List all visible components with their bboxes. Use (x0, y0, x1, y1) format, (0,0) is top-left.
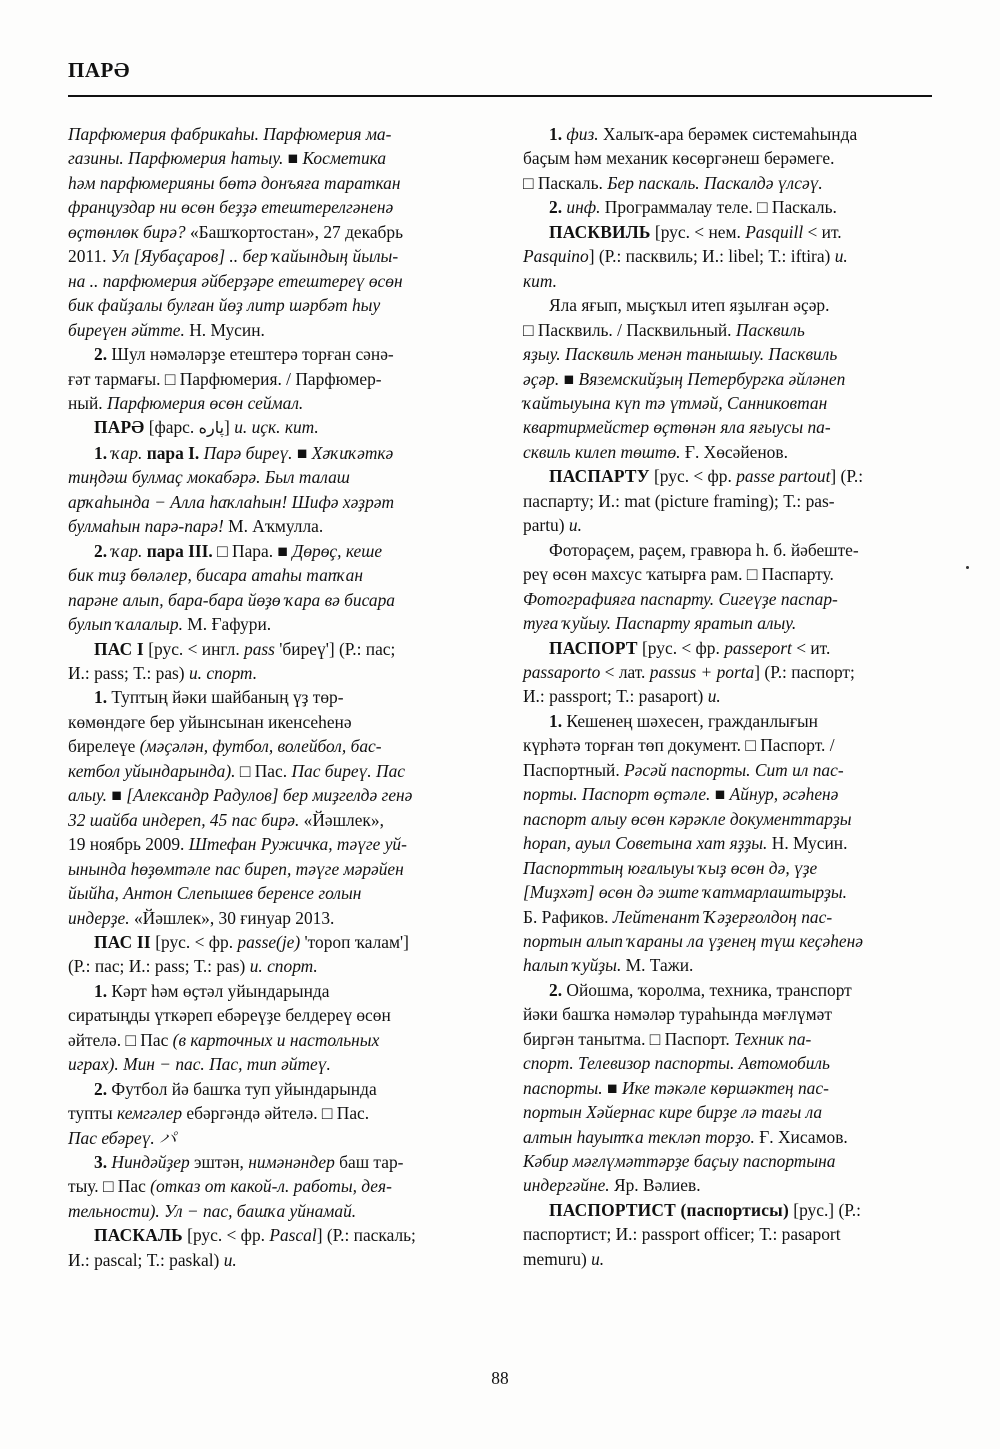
left-entry: ПАС II [рус. < фр. passe(je) 'тороп ҡалам'] (Р.: пас; И.: pass; Т.: pas) и. спорт. (68, 931, 409, 977)
left-entry: ПАС I [рус. < ингл. pass 'биреү'] (Р.: пас; И.: pass; Т.: pas) и. спорт. (68, 638, 396, 683)
right-paragraph: 2. Ойошма, ҡоролма, техника, транспорт йәки башҡа нәмәләр тураһында мәғлүмәт биргән танытма. □ Паспорт. Техник па- спорт. Телевизор паспорты. Автомобиль паспорты. ■ Ике тәкәле көршәктең пас- портын Хәйернас кире бирҙе лә тағы ла алтын һауытҡа текләп торҙо. Ғ. Хисамов. Кәбир мәғлүмәттәрҙе баҫыу паспортына индергәйне. Яр. Вәлиев. (523, 978, 932, 1198)
column-container (68, 122, 932, 1272)
left-paragraph: 1. Кәрт һәм өҫтәл уйындарында сиратыңды үткәреп ебәреүҙе белдереү өсөн әйтелә. □ Пас (в карточных и настольных играх). Мин − пас. Пас, тип әйтеү. (68, 979, 477, 1077)
right-paragraph: Яла яғып, мыҫҡыл итеп яҙылған әҫәр. □ Пасквиль. / Пасквильный. Пасквиль яҙыу. Пасквиль менән танышыу. Пасквиль әҫәр. ■ Вяземскийҙың Петербургка әйләнеп ҡайтыуына күп тә үтмәй, Санниковтан квартирмейстер өҫтөнән яла яғыусы па- сквиль килеп төштө. Ғ. Хөсәйенов. (523, 293, 932, 464)
marginal-speck (966, 566, 969, 569)
left-column (68, 122, 477, 1272)
right-entry: ПАСПОРТ [рус. < фр. passeport < ит. passaporto < лат. passus + porta] (Р.: паспорт; И.: passport; Т.: pasaport) и. (523, 637, 855, 707)
left-paragraph: 2. Футбол йә башҡа туп уйындарында тупты кемгәлер ебәргәндә әйтелә. □ Пас. Пас ебәреү. パ (68, 1077, 477, 1150)
left-paragraph: 1. Туптың йәки шайбаның үҙ төр- көмөндәге бер уйынсынан икенсеһенә бирелеүе (мәҫәлән, футбол, волейбол, бас- кетбол уйындарында). □ Пас. Пас биреү. Пас алыу. ■ [Александр Радулов] бер миҙгелдә генә 32 шайба индереп, 45 пас бирә. «Йәшлек», 19 ноябрь 2009. Штефан Ружичка, тәүге уй- ынында һөҙөмтәле пас биреп, тәүге мәрәйен йыйһа, Антон Слепышев беренсе голын индерҙе. «Йәшлек», 30 ғинуар 2013. (68, 685, 477, 930)
right-paragraph: 1. физ. Халыҡ-ара берәмек системаһында баҫым һәм механик көсөргәнеш берәмеге. □ Паскаль. Бер паскаль. Паскалдә үлсәү. (523, 122, 932, 195)
left-paragraph: 1. ҡар. пара I. Парә биреү. ■ Хәҡиҡәткә тиңдәш булмаҫ мокабәрә. Был талаш арҡаһында − Алла һаҡлаһын! Шифә хәҙрәт булмаһын парә-парә! М. Аҡмулла. (68, 441, 477, 539)
right-entry: ПАСПОРТИСТ (паспортисы) [рус.] (Р.: паспортист; И.: passport officer; Т.: pasaport memuru) и. (523, 1199, 861, 1269)
left-paragraph: 3. Ниндәйҙер эштән, нимәнәндер баш тар- тыу. □ Пас (отказ от какой-л. работы, дея- тельности). Ул − пас, башҡа уйнамай. (68, 1150, 477, 1223)
header-rule (68, 95, 932, 97)
left-paragraph: Парфюмерия фабрикаһы. Парфюмерия ма- газины. Парфюмерия һатыу. ■ Косметика һәм парфюмерияны бөтә донъяға тараткан француздар ни өсөн беҙҙә етештерелгәненә өҫтөнлөк бирә? «Башҡортостан», 27 декабрь 2011. Ул [Яубаҫаров] .. бер ҡайындың йылы- на .. парфюмерия әйберҙәре етештереү өсөн бик файҙалы булған йөҙ литр шәрбәт һыу биреүен әйтте. Н. Мусин. (68, 122, 477, 342)
right-paragraph: 1. Кешенең шәхесен, гражданлығын күрһәтә торған төп документ. □ Паспорт. / Паспортный. Рәсәй паспорты. Сит ил пас- порты. Паспорт өҫтәле. ■ Айнур, әсәһенә паспорт алыу өсөн кәрәкле документтарҙы һорап, ауыл Советына хат яҙҙы. Н. Мусин. Паспорттың юғалыуы ҡыҙ өсөн дә, үҙе [Миҙхәт] өсөн дә эште ҡатмарлаштырҙы. Б. Рафиков. Лейтенант Ҡәҙерғолдоң пас- портын алып ҡараны ла үҙенең түш кеҫәһенә һалып ҡуйҙы. М. Тажи. (523, 709, 932, 978)
right-column (523, 122, 932, 1272)
right-entry: ПАСПАРТУ [рус. < фр. passe partout] (Р.: паспарту; И.: mat (picture framing); Т.: pas- partu) и. (523, 466, 864, 536)
left-paragraph: 2. ҡар. пара III. □ Пара. ■ Дөрөҫ, кеше бик тиҙ бөләлер, бисара атаһы тапҡан парәне алып, бара-бара йөҙө ҡара вә бисара булып ҡалалыр. М. Ғафури. (68, 539, 477, 637)
running-head: ПАРӘ (68, 58, 130, 82)
left-entry: ПАСКАЛЬ [рус. < фр. Pascal] (Р.: паскаль; И.: pascal; Т.: paskal) и. (68, 1225, 416, 1270)
right-paragraph: Фотораҫем, раҫем, гравюра һ. б. йәбеште- реү өсөн махсус ҡатырға рам. □ Паспарту. Фотографияға паспарту. Сигеүҙе паспар- туға ҡуйыу. Паспарту яратып алыу. (523, 538, 932, 636)
left-entry: ПАРӘ [фарс. پاره] и. иҫк. кит. (94, 417, 319, 438)
page-number: 88 (491, 1368, 509, 1388)
right-paragraph: 2. инф. Программалау теле. □ Паскаль. (523, 195, 932, 219)
right-entry: ПАСКВИЛЬ [рус. < нем. Pasquill < ит. Pasquino] (Р.: пасквиль; И.: libel; Т.: iftira) и. кит. (523, 221, 848, 291)
left-paragraph: 2. Шул нәмәләрҙе етештерә торған сәнә- ғәт тармағы. □ Парфюмерия. / Парфюмер- ный. Парфюмерия өсөн сеймал. (68, 342, 477, 415)
